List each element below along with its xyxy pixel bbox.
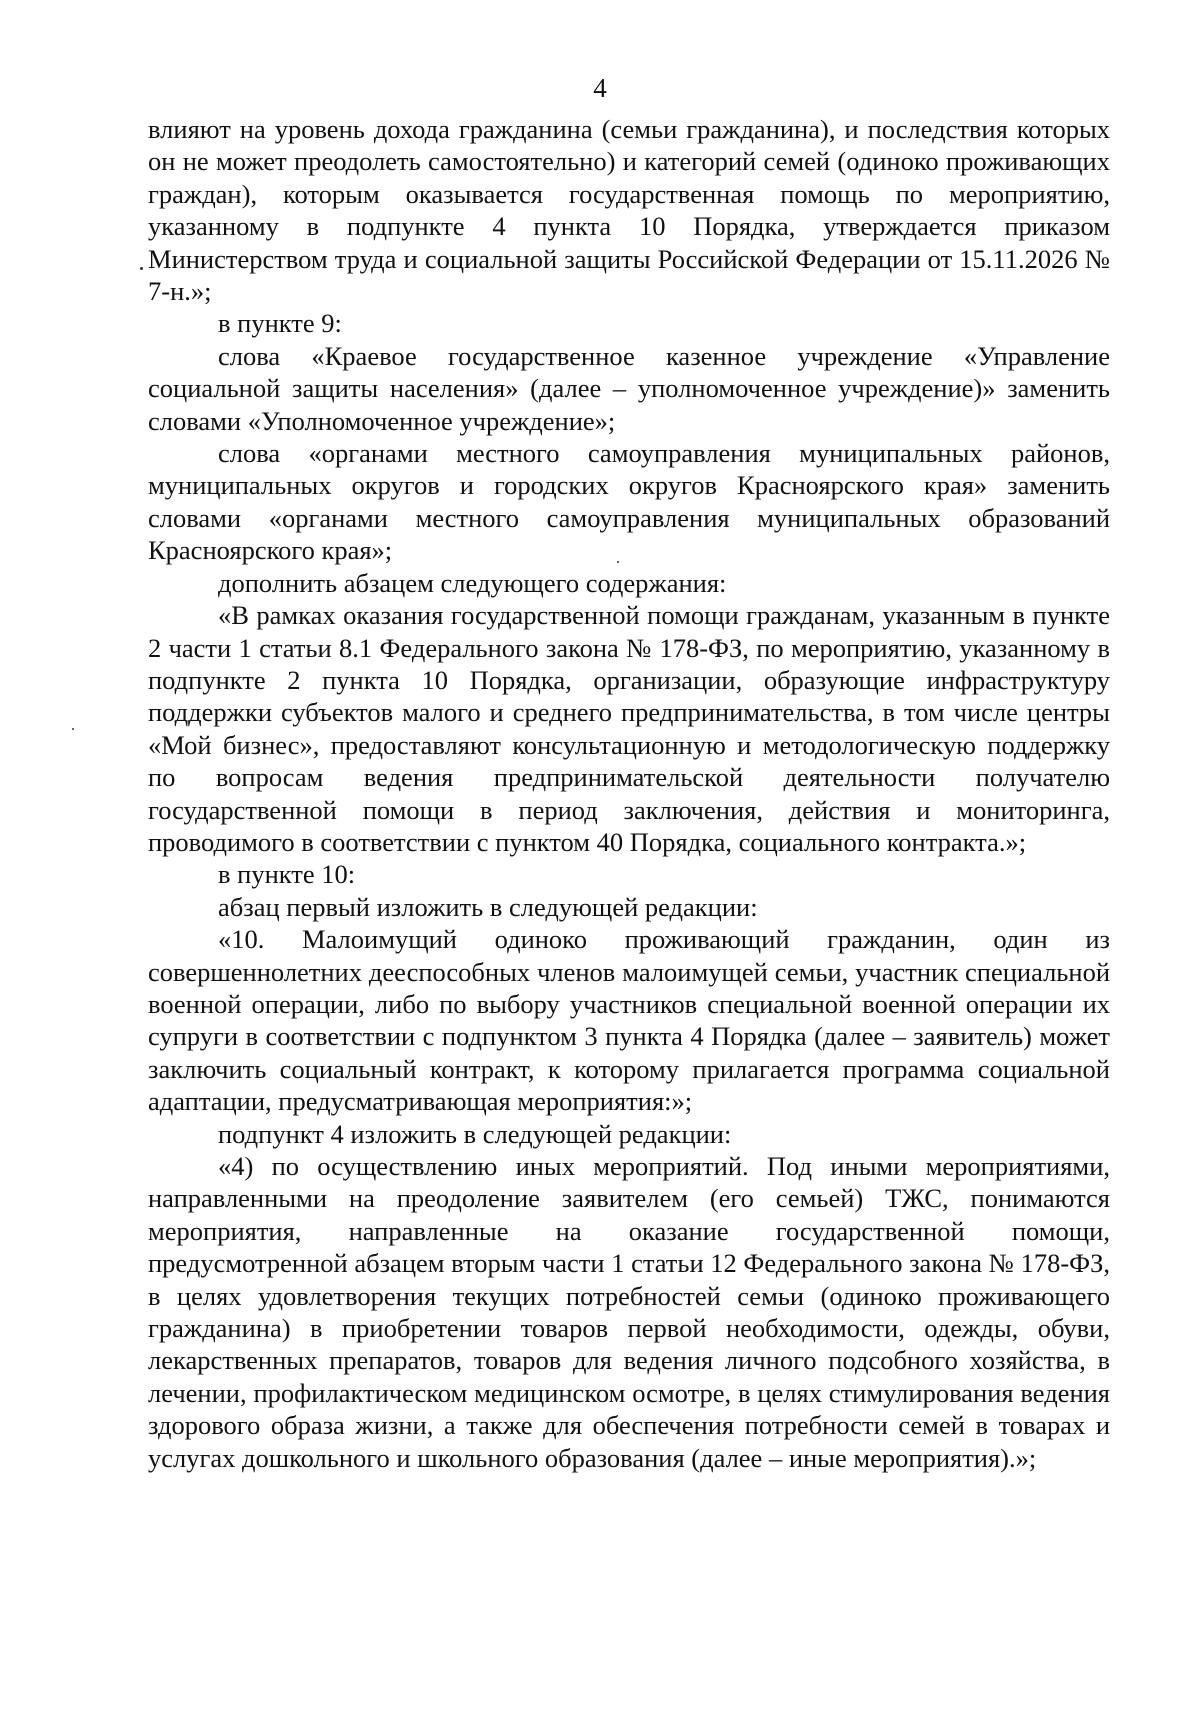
paragraph: в пункте 9: (218, 308, 342, 339)
paragraph: «В рамках оказания государственной помощи гражданам, указанным в пункте 2 части 1 статьи 8.1 Федерального закона № 178-ФЗ, по мероприятию, указанному в подпункте 2 пункта 10 Порядка, организации, образующие инфраструктуру поддержки субъектов малого и среднего предпринимательства, в том числе центры «Мой бизнес», предоставляют консультационную и методологическую поддержку по вопросам ведения предпринимательской деятельности получателю государственной помощи в период заключения, действия и мониторинга, проводимого в соответствии с пунктом 40 Порядка, социального контракта.»; (148, 600, 1110, 857)
scan-dot (617, 561, 619, 563)
document-body (148, 113, 1110, 1474)
paragraph: абзац первый изложить в следующей редакции: (218, 891, 758, 922)
paragraph: «4) по осуществлению иных мероприятий. Под иными мероприятиями, направленными на преодоление заявителем (его семьей) ТЖС, понимаются мероприятия, направленные на оказание государственной помощи, предусмотренной абзацем вторым части 1 статьи 12 Федерального закона № 178-ФЗ, в целях удовлетворения текущих потребностей семьи (одиноко проживающего гражданина) в приобретении товаров первой необходимости, одежды, обуви, лекарственных препаратов, товаров для ведения личного подсобного хозяйства, в лечении, профилактическом медицинском осмотре, в целях стимулирования ведения здорового образа жизни, а также для обеспечения потребности семей в товарах и услугах дошкольного и школьного образования (далее – иные мероприятия).»; (148, 1151, 1110, 1473)
paragraph: в пункте 10: (218, 859, 356, 890)
paragraph: слова «Краевое государственное казенное учреждение «Управление социальной защиты населения» (далее – уполномоченное учреждение)» заменить словами «Уполномоченное учреждение»; (148, 340, 1110, 436)
paragraph: «10. Малоимущий одиноко проживающий гражданин, один из совершеннолетних дееспособных членов малоимущей семьи, участник специальной военной операции, либо по выбору участников специальной военной операции их супруги в соответствии с подпунктом 3 пункта 4 Порядка (далее – заявитель) может заключить социальный контракт, к которому прилагается программа социальной адаптации, предусматривающая мероприятия:»; (148, 924, 1110, 1117)
scan-dot (140, 267, 143, 270)
page-number: 4 (593, 73, 607, 103)
scan-dot (72, 728, 74, 730)
paragraph: слова «органами местного самоуправления муниципальных районов, муниципальных округов и городских округов Красноярского края» заменить словами «органами местного самоуправления муниципальных образований Красноярского края»; (148, 438, 1110, 566)
paragraph: подпункт 4 изложить в следующей редакции: (218, 1118, 732, 1149)
paragraph: влияют на уровень дохода гражданина (семьи гражданина), и последствия которых он не может преодолеть самостоятельно) и категорий семей (одиноко проживающих граждан), которым оказывается государственная помощь по мероприятию, указанному в подпункте 4 пункта 10 Порядка, утверждается приказом Министерством труда и социальной защиты Российской Федерации от 15.11.2026 № 7-н.»; (148, 114, 1110, 307)
paragraph: дополнить абзацем следующего содержания: (218, 567, 727, 598)
